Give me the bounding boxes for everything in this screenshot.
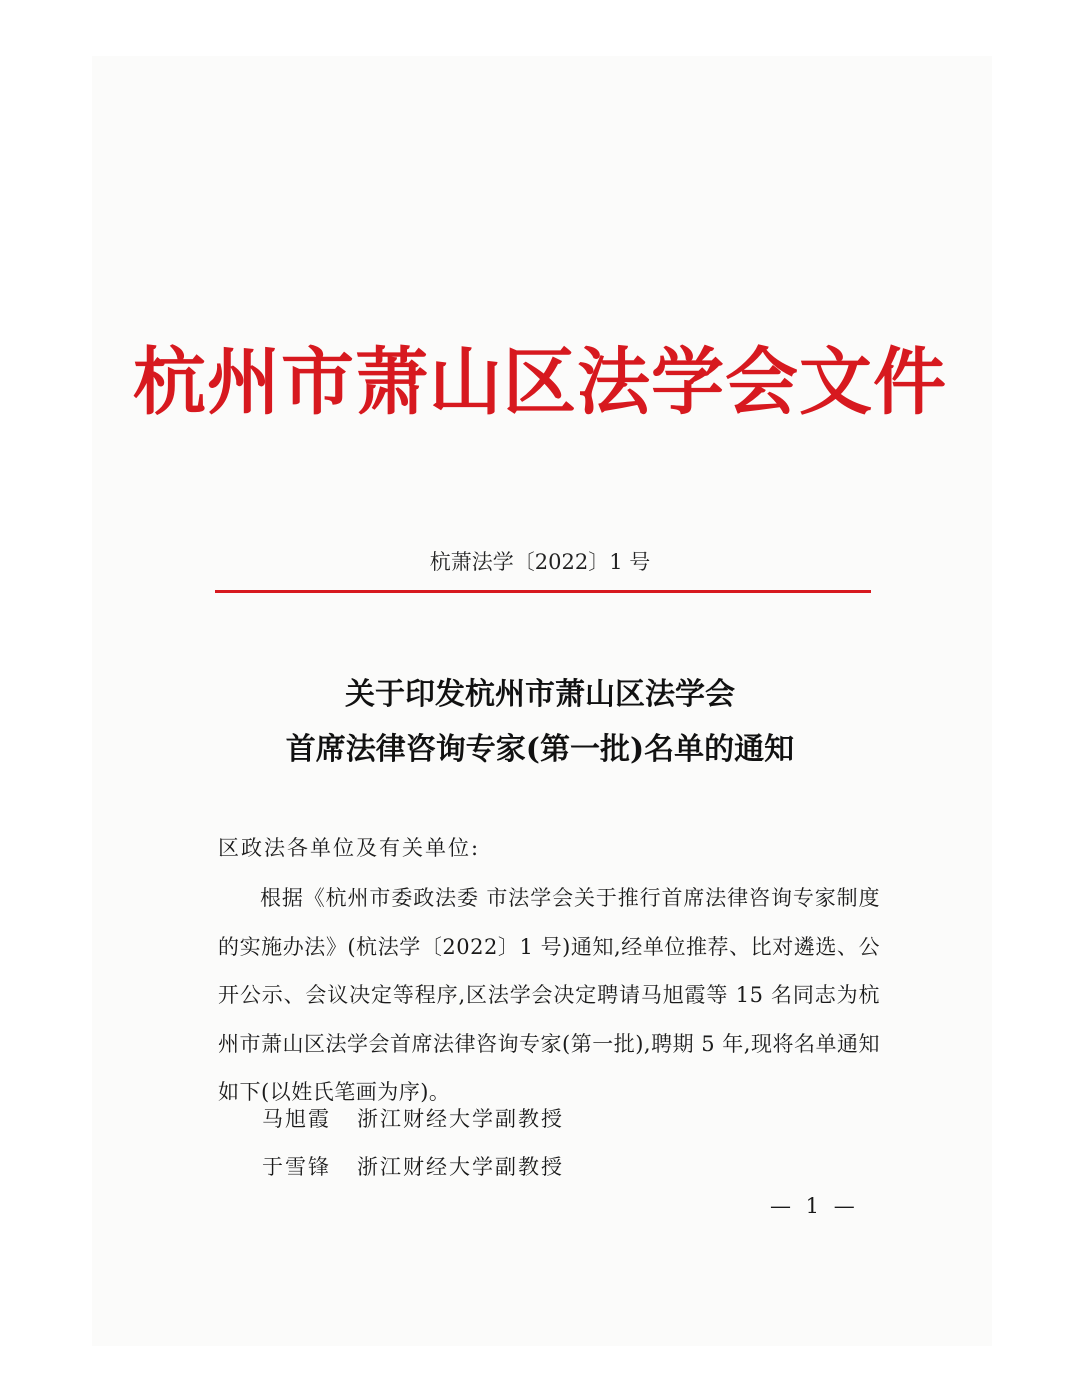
salutation: 区政法各单位及有关单位: [218,836,481,860]
red-divider-line [215,590,871,593]
member-name: 于雪锋 [262,1155,331,1179]
body-paragraph: 根据《杭州市委政法委 市法学会关于推行首席法律咨询专家制度的实施办法》(杭法学〔2022〕1 号)通知,经单位推荐、比对遴选、公开公示、会议决定等程序,区法学会决定聘请马旭霞等 15 名同志为杭州市萧山区法学会首席法律咨询专家(第一批),聘期 5 年,现将名单通知如下(以姓氏笔画为序)。 [218,886,880,1104]
member-entry [262,1103,564,1133]
member-title: 浙江财经大学副教授 [357,1155,564,1179]
notice-title-line-2: 首席法律咨询专家(第一批)名单的通知 [285,732,795,767]
member-entry [262,1151,564,1181]
org-document-header: 杭州市萧山区法学会文件 [133,340,947,425]
notice-title-line-1: 关于印发杭州市萧山区法学会 [345,677,735,712]
member-name: 马旭霞 [262,1107,331,1131]
member-title: 浙江财经大学副教授 [357,1107,564,1131]
document-number: 杭萧法学〔2022〕1 号 [429,550,651,574]
page-number: — 1 — [770,1194,859,1218]
